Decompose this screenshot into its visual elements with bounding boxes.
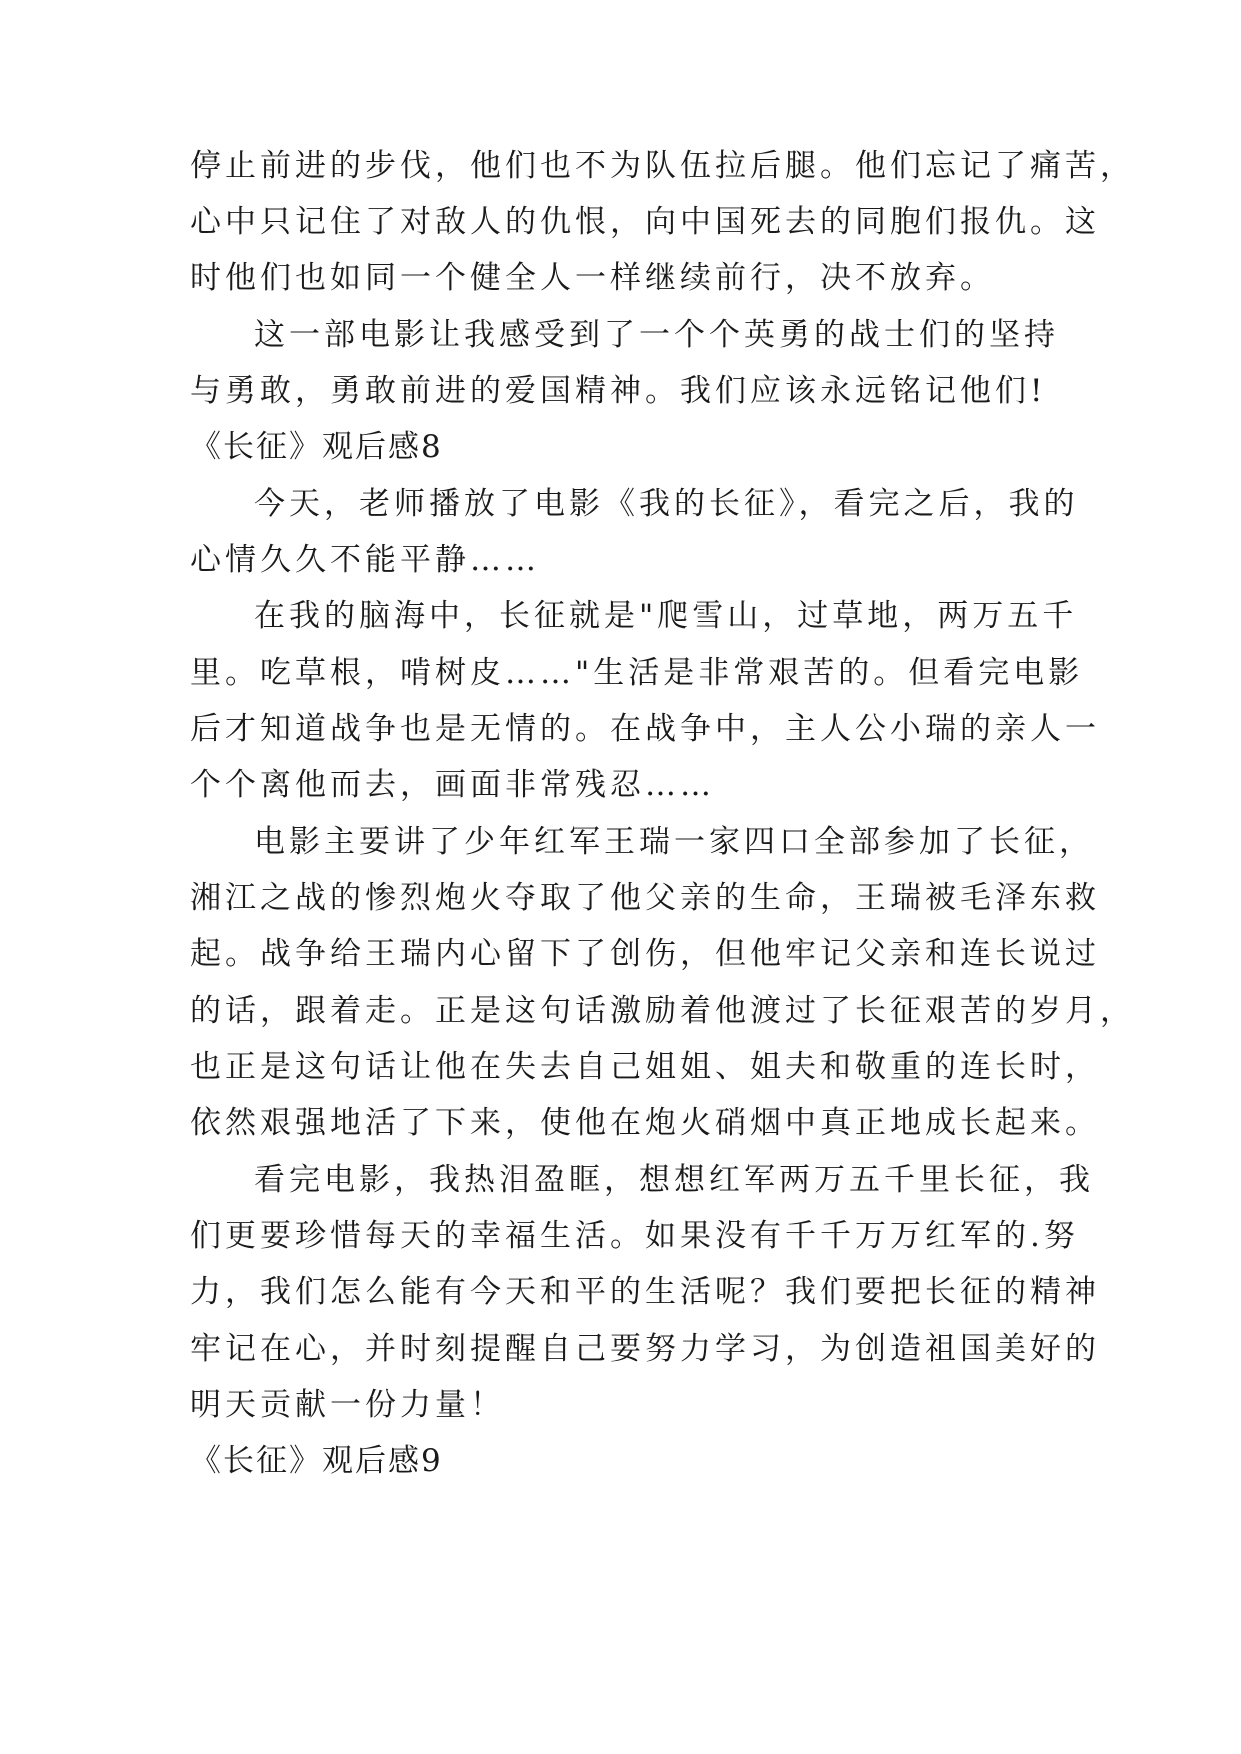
section-heading: 《长征》观后感9 (190, 1443, 443, 1479)
paragraph-line: 与勇敢，勇敢前进的爱国精神。我们应该永远铭记他们! (190, 373, 1047, 409)
paragraph-line: 也正是这句话让他在失去自己姐姐、姐夫和敬重的连长时， (190, 1049, 1100, 1085)
paragraph-line: 心中只记住了对敌人的仇恨，向中国死去的同胞们报仇。这 (190, 204, 1100, 240)
paragraph-line: 心情久久不能平静…… (190, 542, 540, 578)
paragraph-first-line: 这一部电影让我感受到了一个个英勇的战士们的坚持 (254, 317, 1059, 353)
paragraph-line: 个个离他而去，画面非常残忍…… (190, 767, 715, 803)
paragraph-line: 明天贡献一份力量！ (190, 1387, 505, 1423)
paragraph-line: 后才知道战争也是无情的。在战争中，主人公小瑞的亲人一 (190, 711, 1100, 747)
paragraph-line: 们更要珍惜每天的幸福生活。如果没有千千万万红军的.努 (190, 1218, 1079, 1254)
paragraph-line: 起。战争给王瑞内心留下了创伤，但他牢记父亲和连长说过 (190, 936, 1100, 972)
paragraph-first-line: 在我的脑海中，长征就是"爬雪山，过草地，两万五千 (254, 598, 1078, 634)
paragraph-line: 停止前进的步伐，他们也不为队伍拉后腿。他们忘记了痛苦， (190, 148, 1135, 184)
paragraph-line: 里。吃草根，啃树皮……"生活是非常艰苦的。但看完电影 (190, 655, 1084, 691)
paragraph-first-line: 今天，老师播放了电影《我的长征》，看完之后，我的 (254, 486, 1079, 522)
paragraph-line: 牢记在心，并时刻提醒自己要努力学习，为创造祖国美好的 (190, 1331, 1100, 1367)
paragraph-line: 湘江之战的惨烈炮火夺取了他父亲的生命，王瑞被毛泽东救 (190, 880, 1100, 916)
section-heading: 《长征》观后感8 (190, 429, 443, 465)
paragraph-line: 依然艰强地活了下来，使他在炮火硝烟中真正地成长起来。 (190, 1105, 1100, 1141)
paragraph-first-line: 看完电影，我热泪盈眶，想想红军两万五千里长征，我 (254, 1162, 1094, 1198)
paragraph-first-line: 电影主要讲了少年红军王瑞一家四口全部参加了长征， (254, 824, 1094, 860)
paragraph-line: 时他们也如同一个健全人一样继续前行，决不放弃。 (190, 260, 995, 296)
paragraph-line: 的话，跟着走。正是这句话激励着他渡过了长征艰苦的岁月， (190, 993, 1135, 1029)
paragraph-line: 力，我们怎么能有今天和平的生活呢？我们要把长征的精神 (190, 1274, 1100, 1310)
